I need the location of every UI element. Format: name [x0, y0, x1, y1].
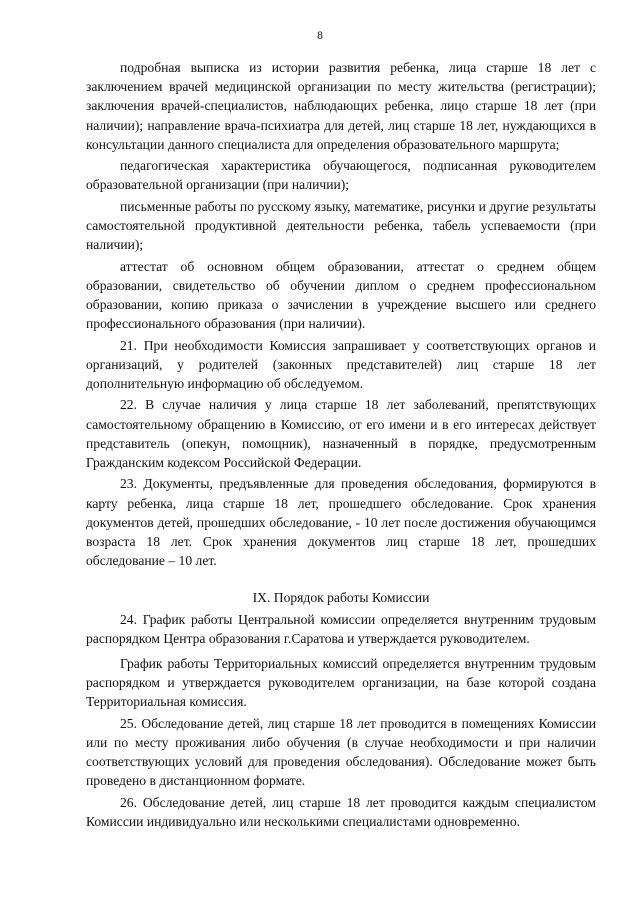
paragraph-22: 22. В случае наличия у лица старше 18 лет заболеваний, препятствующих самостоятельному обращению в Комиссию, от его имени и в его интересах действует представитель (опекун, помощник), назначенный в порядке, предусмотренным Гражданским кодексом Российской Федерации.	[86, 397, 596, 470]
document-body	[86, 58, 596, 833]
page-number: 8	[317, 30, 323, 42]
paragraph-territorial-schedule: График работы Территориальных комиссий определяется внутренним трудовым распорядком и утверждается руководителем организации, на базе которой создана Территориальная комиссия.	[86, 656, 596, 710]
paragraph-21: 21. При необходимости Комиссия запрашивает у соответствующих органов и организаций, у родителей (законных представителей) лиц старше 18 лет дополнительную информацию об обследуемом.	[86, 337, 596, 391]
section-heading: IX. Порядок работы Комиссии	[252, 590, 430, 606]
paragraph-25: 25. Обследование детей, лиц старше 18 лет проводится в помещениях Комиссии или по месту проживания либо обучения (в случае необходимости и при наличии соответствующих условий для проведения обследования). Обследование может быть проведено в дистанционном формате.	[86, 715, 596, 789]
paragraph-pedagogical-characteristic: педагогическая характеристика обучающегося, подписанная руководителем образовательной организации (при наличии);	[86, 158, 596, 193]
paragraph-24: 24. График работы Центральной комиссии определяется внутренним трудовым распорядком Центра образования г.Саратова и утверждается руководителем.	[86, 611, 596, 646]
paragraph-23: 23. Документы, предъявленные для проведения обследования, формируются в карту ребенка, лица старше 18 лет, прошедшего обследование. Срок хранения документов детей, прошедших обследование, - 10 лет после достижения обучающимся возраста 18 лет. Срок хранения документов лиц старше 18 лет, прошедших обследование – 10 лет.	[86, 476, 596, 569]
paragraph-medical-extract: подробная выписка из истории развития ребенка, лица старше 18 лет с заключением врачей медицинской организации по месту жительства (регистрации); заключения врачей-специалистов, наблюдающих ребенка, лицо старше 18 лет (при наличии); направление врача-психиатра для детей, лиц старше 18 лет, нуждающихся в консультации данного специалиста для определения образовательного маршрута;	[86, 60, 596, 152]
paragraph-26: 26. Обследование детей, лиц старше 18 лет проводится каждым специалистом Комиссии индивидуально или несколькими специалистами одновременно.	[86, 794, 596, 830]
paragraph-certificates: аттестат об основном общем образовании, аттестат о среднем общем образовании, свидетельство об обучении диплом о среднем профессиональном образовании, копию приказа о зачислении в учреждение высшего или среднего профессионального образования (при наличии).	[86, 258, 596, 332]
paragraph-written-works: письменные работы по русскому языку, математике, рисунки и другие результаты самостоятельной продуктивной деятельности ребенка, табель успеваемости (при наличии);	[86, 198, 596, 253]
